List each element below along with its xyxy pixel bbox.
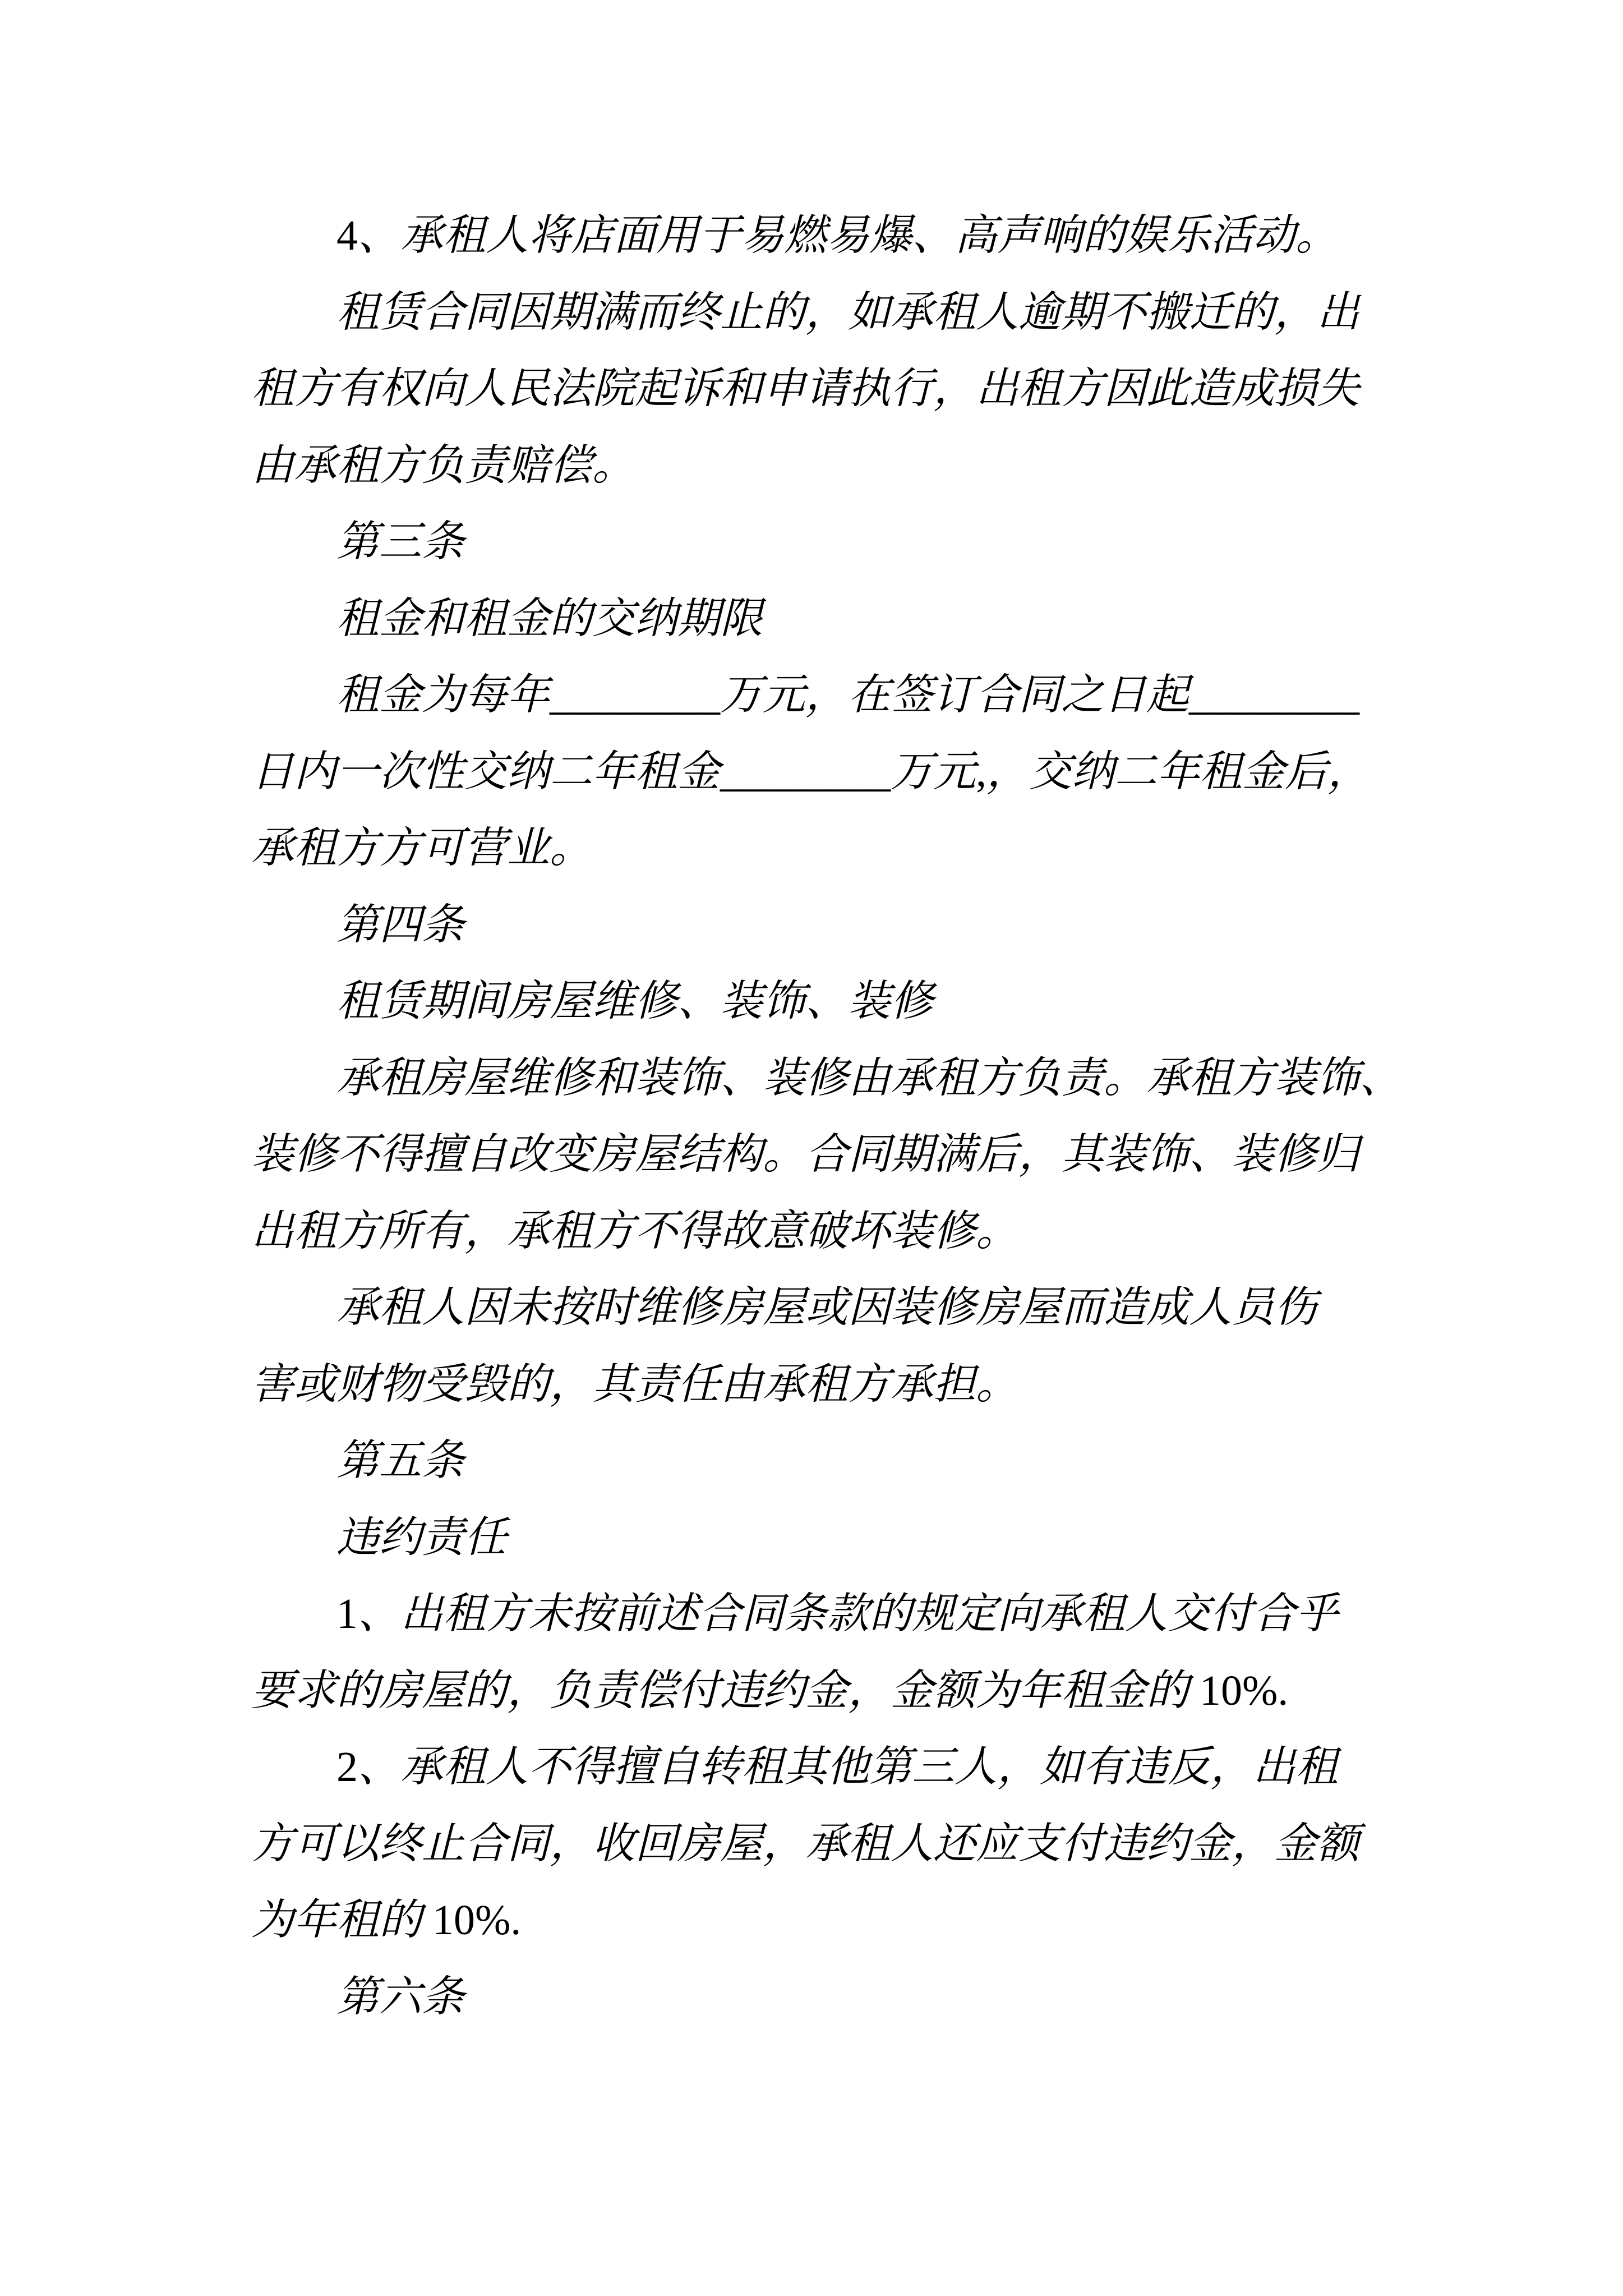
contract-line: 违约责任 xyxy=(336,1513,507,1561)
contract-line: 害或财物受毁的，其责任由承租方承担。 xyxy=(251,1360,1018,1408)
contract-line: 为年租的 10%. xyxy=(251,1897,522,1944)
contract-line: 要求的房屋的，负责偿付违约金，金额为年租金的 10%. xyxy=(251,1667,1289,1714)
latin-text: ________ xyxy=(1189,671,1359,719)
contract-line: 装修不得擅自改变房屋结构。合同期满后，其装饰、装修归 xyxy=(251,1131,1359,1178)
contract-body-text xyxy=(251,197,1463,2035)
contract-line: 承租房屋维修和装饰、装修由承租方负责。承租方装饰、 xyxy=(336,1054,1402,1102)
latin-text: ________ xyxy=(550,671,720,719)
contract-line: 第六条 xyxy=(336,1973,464,2021)
contract-line: 租赁合同因期满而终止的，如承租人逾期不搬迁的，出 xyxy=(336,288,1359,336)
latin-text: 4 xyxy=(336,212,358,259)
contract-line: 出租方所有，承租方不得故意破坏装修。 xyxy=(251,1207,1018,1255)
contract-line: 承租方方可营业。 xyxy=(251,825,592,872)
latin-text: , xyxy=(976,748,986,795)
contract-line: 由承租方负责赔偿。 xyxy=(251,441,635,489)
latin-text: 2 xyxy=(336,1743,358,1791)
latin-text: 10%. xyxy=(1189,1667,1289,1714)
latin-text: ________ xyxy=(720,748,891,795)
contract-line: 方可以终止合同，收回房屋，承租人还应支付违约金，金额 xyxy=(251,1820,1359,1867)
contract-line: 租赁期间房屋维修、装饰、装修 xyxy=(336,978,933,1025)
contract-line: 租金和租金的交纳期限 xyxy=(336,595,763,642)
latin-text: 10%. xyxy=(422,1897,522,1944)
latin-text: 1 xyxy=(336,1590,358,1637)
contract-line: 第四条 xyxy=(336,901,464,949)
contract-line: 1、出租方未按前述合同条款的规定向承租人交付合乎 xyxy=(336,1590,1338,1637)
contract-line: 租金为每年________万元，在签订合同之日起________ xyxy=(336,671,1359,719)
contract-line: 日内一次性交纳二年租金________万元,，交纳二年租金后， xyxy=(251,748,1370,795)
contract-line: 承租人因未按时维修房屋或因装修房屋而造成人员伤 xyxy=(336,1284,1317,1331)
contract-line: 第三条 xyxy=(336,518,464,565)
contract-line: 租方有权向人民法院起诉和申请执行，出租方因此造成损失 xyxy=(251,365,1359,412)
contract-line: 4、承租人将店面用于易燃易爆、高声响的娱乐活动。 xyxy=(336,212,1338,259)
contract-line: 2、承租人不得擅自转租其他第三人，如有违反，出租 xyxy=(336,1743,1338,1791)
contract-line: 第五条 xyxy=(336,1437,464,1484)
